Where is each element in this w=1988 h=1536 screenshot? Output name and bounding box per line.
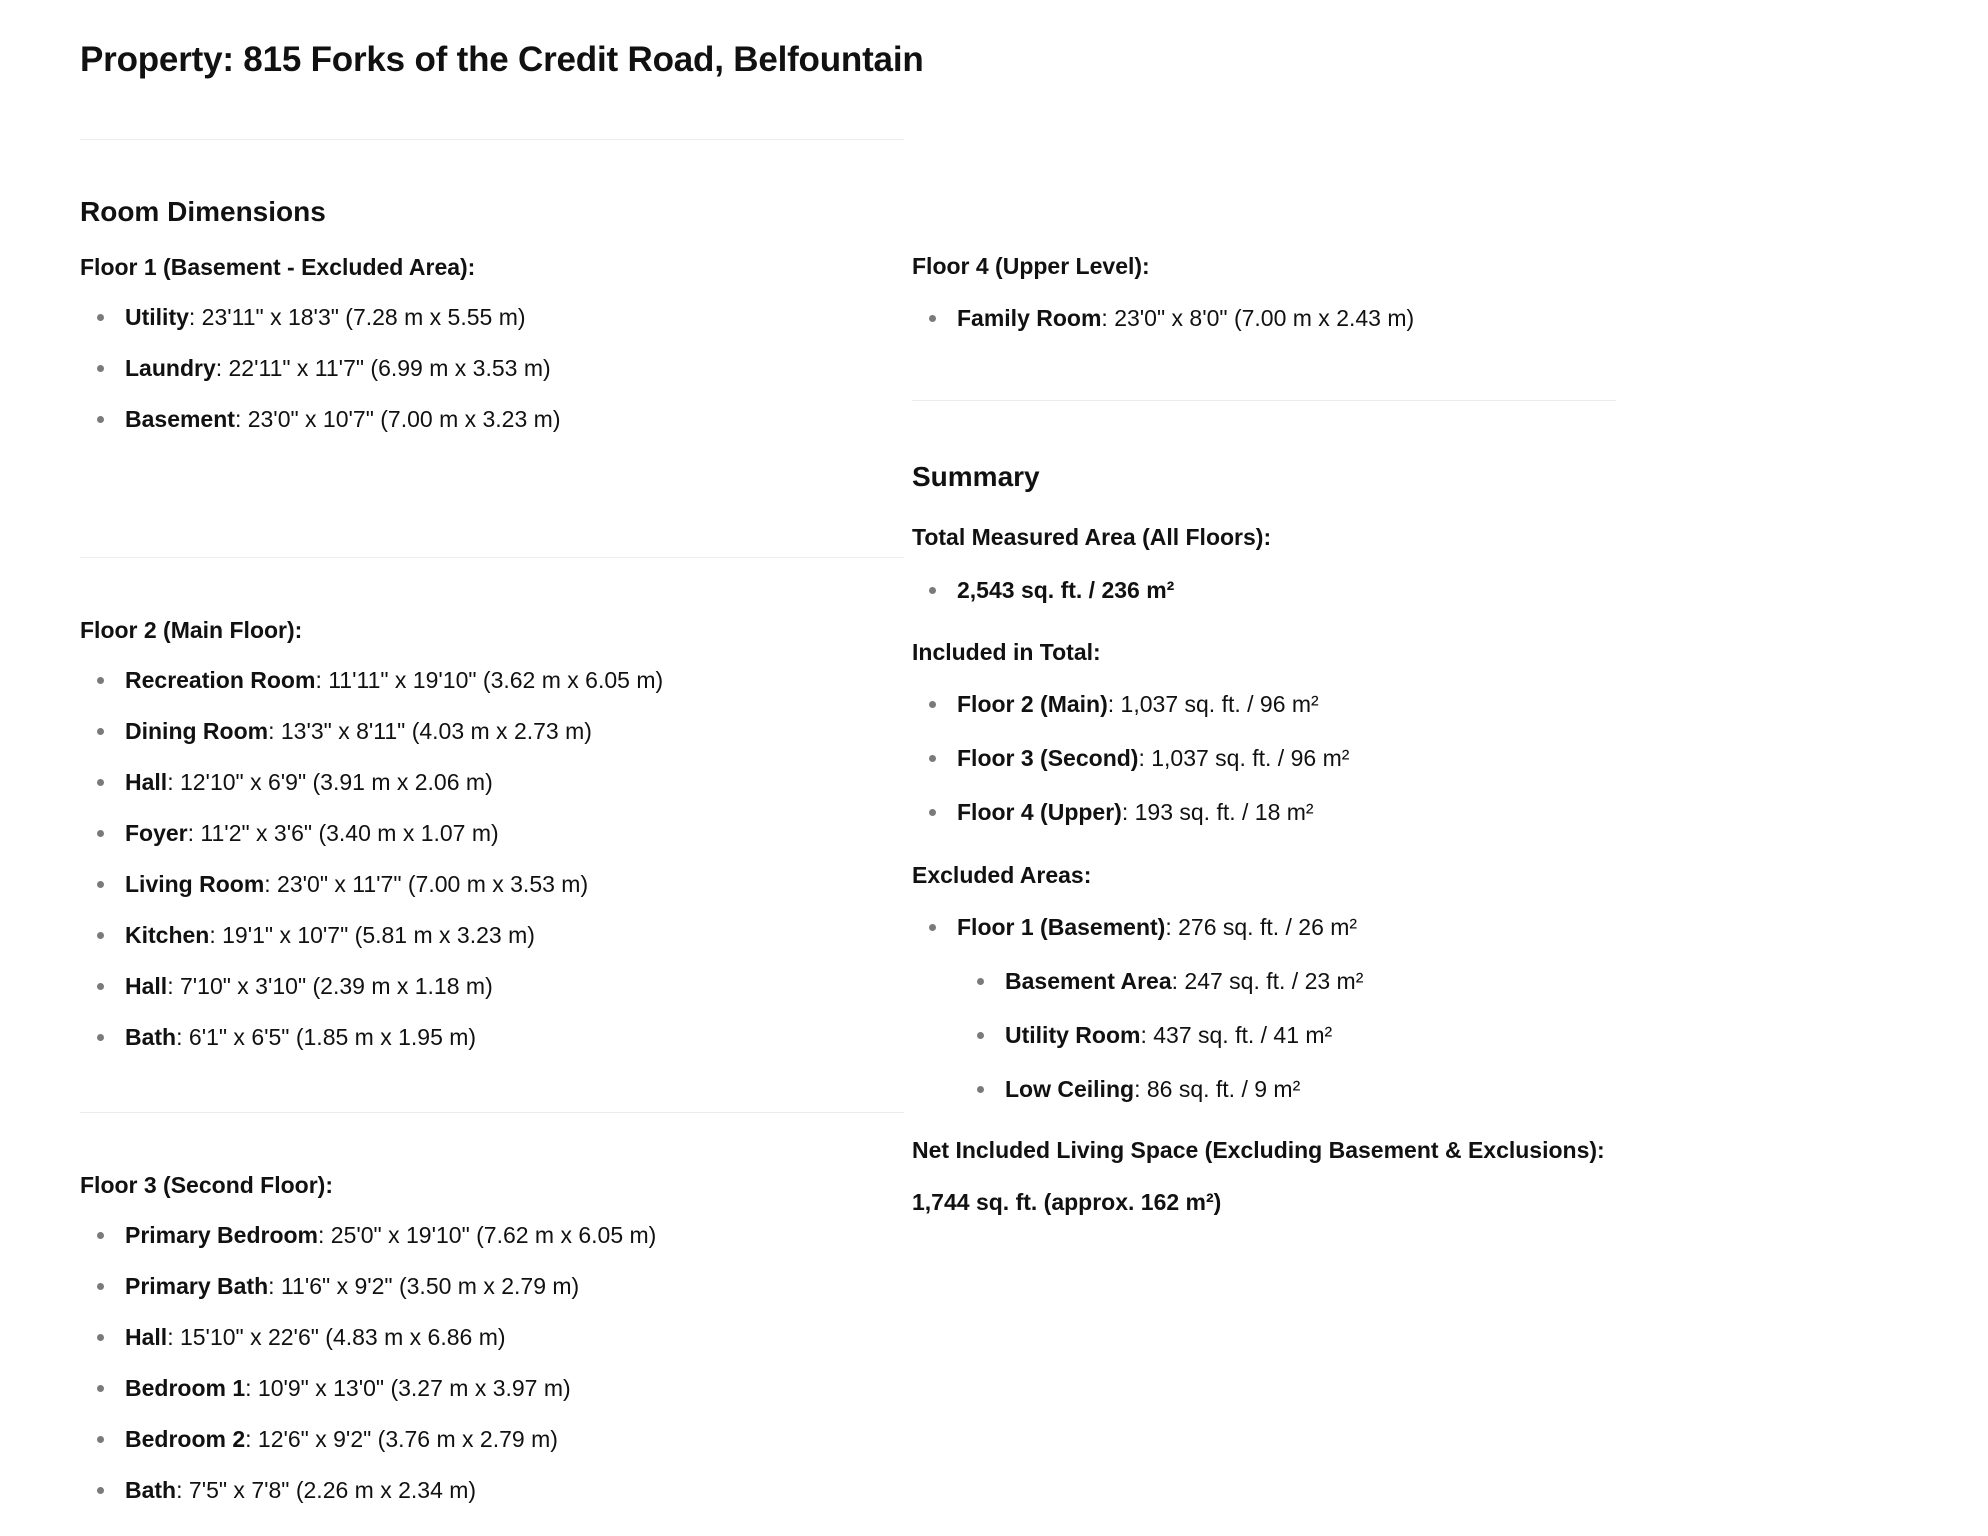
room-name: Foyer	[125, 820, 188, 846]
room-dimensions: : 10'9" x 13'0" (3.27 m x 3.97 m)	[245, 1375, 571, 1401]
floor-4-room-list	[912, 303, 1414, 333]
excluded-heading: Excluded Areas:	[912, 862, 1092, 888]
list-item	[80, 818, 663, 848]
list-item	[80, 1271, 656, 1301]
room-dimensions: : 23'0" x 8'0" (7.00 m x 2.43 m)	[1101, 305, 1415, 331]
room-name: Basement	[125, 406, 235, 432]
list-item	[80, 1424, 656, 1454]
floor-3-room-list	[80, 1220, 656, 1505]
list-item	[960, 1074, 1363, 1104]
room-dimensions: : 11'11" x 19'10" (3.62 m x 6.05 m)	[315, 667, 664, 693]
list-item	[80, 1475, 656, 1505]
list-item	[912, 575, 1174, 605]
included-list	[912, 689, 1349, 827]
list-item	[960, 1020, 1363, 1050]
list-item	[80, 1322, 656, 1352]
room-dimensions: : 6'1" x 6'5" (1.85 m x 1.95 m)	[176, 1024, 477, 1050]
room-dimensions: : 19'1" x 10'7" (5.81 m x 3.23 m)	[209, 922, 535, 948]
room-dimensions: : 12'10" x 6'9" (3.91 m x 2.06 m)	[167, 769, 493, 795]
list-item	[80, 869, 663, 899]
floor-1-heading: Floor 1 (Basement - Excluded Area):	[80, 254, 476, 280]
area-name: Utility Room	[1005, 1022, 1141, 1048]
included-heading: Included in Total:	[912, 639, 1101, 665]
list-item	[912, 303, 1414, 333]
room-dimensions: : 7'10" x 3'10" (2.39 m x 1.18 m)	[167, 973, 493, 999]
list-item	[80, 1220, 656, 1250]
list-item	[80, 920, 663, 950]
floor-area: : 276 sq. ft. / 26 m²	[1165, 914, 1358, 940]
room-name: Kitchen	[125, 922, 210, 948]
floor-3-heading: Floor 3 (Second Floor):	[80, 1172, 333, 1198]
area-value: : 86 sq. ft. / 9 m²	[1134, 1076, 1301, 1102]
room-name: Bedroom 1	[125, 1375, 246, 1401]
total-area-heading: Total Measured Area (All Floors):	[912, 524, 1272, 550]
divider	[80, 1112, 904, 1113]
room-dimensions: : 11'6" x 9'2" (3.50 m x 2.79 m)	[268, 1273, 580, 1299]
floor-area: : 1,037 sq. ft. / 96 m²	[1107, 691, 1319, 717]
list-item	[960, 966, 1363, 996]
room-name: Primary Bath	[125, 1273, 269, 1299]
area-name: Basement Area	[1005, 968, 1172, 994]
floor-2-heading: Floor 2 (Main Floor):	[80, 617, 303, 643]
room-name: Hall	[125, 1324, 168, 1350]
room-name: Recreation Room	[125, 667, 316, 693]
room-dimensions: : 22'11" x 11'7" (6.99 m x 3.53 m)	[215, 355, 551, 381]
floor-name: Floor 4 (Upper)	[957, 799, 1122, 825]
room-name: Primary Bedroom	[125, 1222, 319, 1248]
room-name: Living Room	[125, 871, 265, 897]
divider	[912, 400, 1616, 401]
room-name: Bath	[125, 1477, 177, 1503]
list-item	[80, 302, 560, 332]
floor-4-heading: Floor 4 (Upper Level):	[912, 253, 1150, 279]
excluded-sub-list	[960, 966, 1363, 1104]
floor-area: : 1,037 sq. ft. / 96 m²	[1138, 745, 1350, 771]
floor-name: Floor 2 (Main)	[957, 691, 1108, 717]
floor-name: Floor 1 (Basement)	[957, 914, 1166, 940]
area-value: : 437 sq. ft. / 41 m²	[1140, 1022, 1333, 1048]
room-name: Hall	[125, 769, 168, 795]
room-dimensions: : 25'0" x 19'10" (7.62 m x 6.05 m)	[318, 1222, 657, 1248]
excluded-list	[912, 912, 1357, 942]
list-item	[80, 665, 663, 695]
room-name: Laundry	[125, 355, 216, 381]
floor-2-room-list	[80, 665, 663, 1052]
room-dimensions: : 23'0" x 11'7" (7.00 m x 3.53 m)	[264, 871, 589, 897]
divider	[80, 139, 904, 140]
list-item	[912, 689, 1349, 719]
room-dimensions: : 23'0" x 10'7" (7.00 m x 3.23 m)	[234, 406, 561, 432]
room-name: Dining Room	[125, 718, 269, 744]
net-living-space-value: 1,744 sq. ft. (approx. 162 m²)	[912, 1189, 1222, 1215]
room-name: Bedroom 2	[125, 1426, 246, 1452]
list-item	[80, 353, 560, 383]
room-dimensions: : 23'11" x 18'3" (7.28 m x 5.55 m)	[188, 304, 526, 330]
total-area-list	[912, 575, 1174, 605]
page-title: Property: 815 Forks of the Credit Road, Belfountain	[80, 40, 924, 79]
list-item	[912, 912, 1357, 942]
room-name: Hall	[125, 973, 168, 999]
room-name: Family Room	[957, 305, 1102, 331]
list-item	[912, 797, 1349, 827]
room-dimensions: : 7'5" x 7'8" (2.26 m x 2.34 m)	[176, 1477, 477, 1503]
area-value: : 247 sq. ft. / 23 m²	[1171, 968, 1364, 994]
list-item	[912, 743, 1349, 773]
net-living-space-heading: Net Included Living Space (Excluding Basement & Exclusions):	[912, 1137, 1605, 1163]
list-item	[80, 716, 663, 746]
floor-area: : 193 sq. ft. / 18 m²	[1121, 799, 1314, 825]
list-item	[80, 1022, 663, 1052]
room-dimensions: : 12'6" x 9'2" (3.76 m x 2.79 m)	[245, 1426, 558, 1452]
room-dimensions: : 15'10" x 22'6" (4.83 m x 6.86 m)	[167, 1324, 506, 1350]
divider	[80, 557, 904, 558]
room-dimensions: : 11'2" x 3'6" (3.40 m x 1.07 m)	[187, 820, 499, 846]
floor-1-room-list	[80, 302, 560, 434]
summary-heading: Summary	[912, 461, 1040, 492]
list-item	[80, 971, 663, 1001]
list-item	[80, 404, 560, 434]
area-name: Low Ceiling	[1005, 1076, 1135, 1102]
room-name: Bath	[125, 1024, 177, 1050]
room-name: Utility	[125, 304, 189, 330]
floor-name: Floor 3 (Second)	[957, 745, 1139, 771]
room-dimensions-heading: Room Dimensions	[80, 196, 326, 227]
room-dimensions: : 13'3" x 8'11" (4.03 m x 2.73 m)	[268, 718, 592, 744]
list-item	[80, 1373, 656, 1403]
total-area-value: 2,543 sq. ft. / 236 m²	[957, 577, 1175, 603]
list-item	[80, 767, 663, 797]
